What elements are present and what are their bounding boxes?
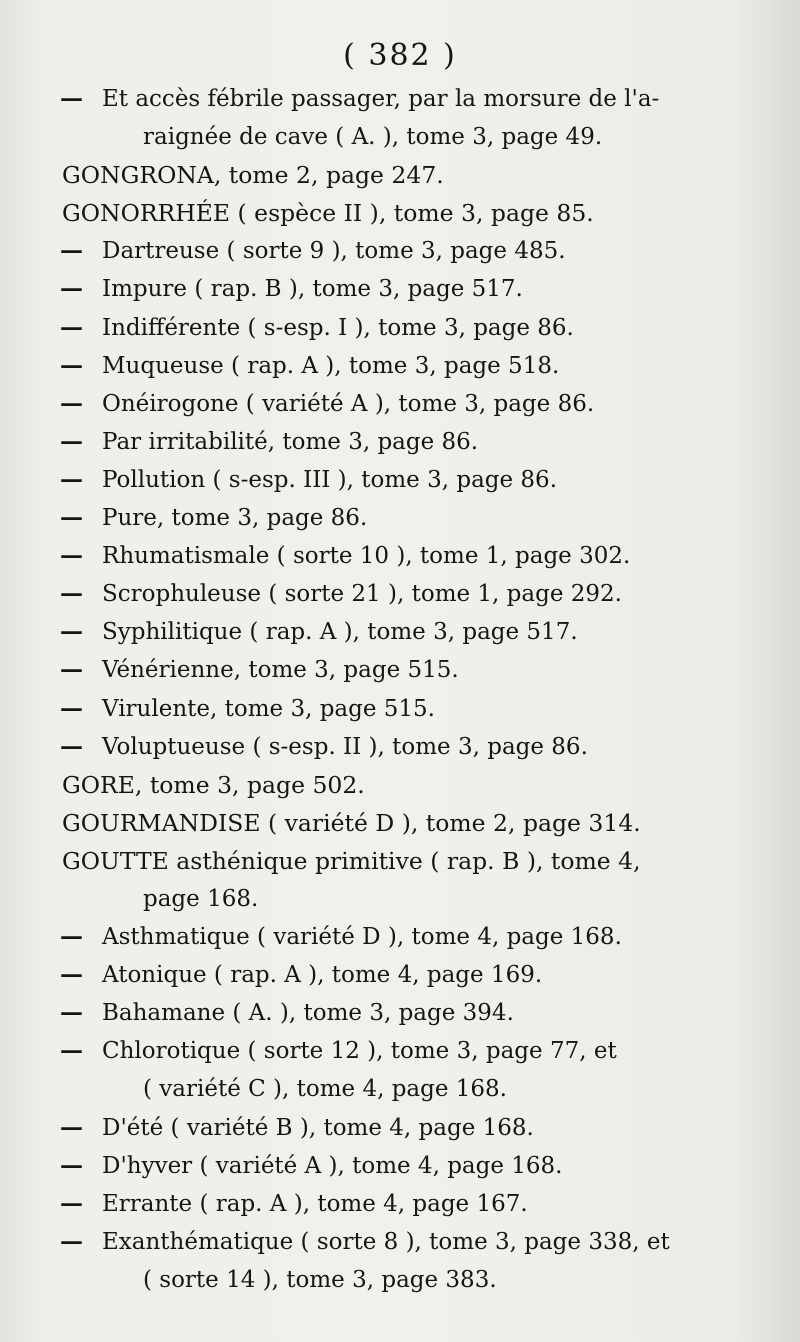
index-subentry <box>0 728 800 766</box>
entry-text: Voluptueuse ( s-esp. II ), tome 3, page 86. <box>102 733 588 760</box>
index-subentry <box>0 232 800 270</box>
entry-dash: — <box>60 542 83 570</box>
index-subentry <box>0 994 800 1032</box>
index-heading-entry <box>0 156 800 194</box>
index-heading-entry <box>0 766 800 804</box>
entry-text: ( variété C ), tome 4, page 168. <box>143 1076 507 1103</box>
entry-text: Bahamane ( A. ), tome 3, page 394. <box>102 1000 514 1027</box>
index-subentry <box>0 537 800 575</box>
index-entries <box>0 80 800 1299</box>
entry-dash: — <box>60 923 83 951</box>
entry-text: ( sorte 14 ), tome 3, page 383. <box>143 1266 497 1293</box>
entry-text: Scrophuleuse ( sorte 21 ), tome 1, page 292. <box>102 581 622 608</box>
entry-text: D'hyver ( variété A ), tome 4, page 168. <box>102 1152 563 1179</box>
entry-dash: — <box>60 275 83 303</box>
entry-text: GONORRHÉE ( espèce II ), tome 3, page 85. <box>62 199 594 228</box>
entry-text: Exanthématique ( sorte 8 ), tome 3, page 338, et <box>102 1228 670 1255</box>
entry-dash: — <box>60 1037 83 1065</box>
entry-text: Indifférente ( s-esp. I ), tome 3, page 86. <box>102 314 574 341</box>
page-number: ( 382 ) <box>343 38 457 73</box>
entry-text: Atonique ( rap. A ), tome 4, page 169. <box>102 962 543 989</box>
entry-text: Par irritabilité, tome 3, page 86. <box>102 428 479 455</box>
entry-dash: — <box>60 694 83 722</box>
entry-dash: — <box>60 313 83 341</box>
entry-text: raignée de cave ( A. ), tome 3, page 49. <box>143 124 603 151</box>
index-continuation-line <box>0 118 800 156</box>
entry-text: Onéirogone ( variété A ), tome 3, page 86. <box>102 390 595 417</box>
index-subentry <box>0 385 800 423</box>
index-subentry <box>0 918 800 956</box>
index-subentry <box>0 461 800 499</box>
entry-dash: — <box>60 732 83 760</box>
index-subentry <box>0 1147 800 1185</box>
index-subentry <box>0 575 800 613</box>
entry-dash: — <box>60 618 83 646</box>
index-heading-entry <box>0 842 800 880</box>
index-continuation-line <box>0 1070 800 1108</box>
entry-dash: — <box>60 999 83 1027</box>
entry-dash: — <box>60 580 83 608</box>
entry-text: Muqueuse ( rap. A ), tome 3, page 518. <box>102 352 560 379</box>
entry-text: Dartreuse ( sorte 9 ), tome 3, page 485. <box>102 238 566 265</box>
entry-text: D'été ( variété B ), tome 4, page 168. <box>102 1114 534 1141</box>
entry-text: Asthmatique ( variété D ), tome 4, page 168. <box>102 924 622 951</box>
index-subentry <box>0 270 800 308</box>
entry-dash: — <box>60 1113 83 1141</box>
entry-dash: — <box>60 1189 83 1217</box>
entry-text: Virulente, tome 3, page 515. <box>102 695 435 722</box>
index-heading-entry <box>0 194 800 232</box>
index-subentry <box>0 651 800 689</box>
index-subentry <box>0 423 800 461</box>
entry-text: Vénérienne, tome 3, page 515. <box>102 657 459 684</box>
entry-text: page 168. <box>143 885 259 912</box>
entry-dash: — <box>60 389 83 417</box>
index-subentry <box>0 1185 800 1223</box>
index-subentry <box>0 1109 800 1147</box>
entry-dash: — <box>60 351 83 379</box>
index-subentry <box>0 309 800 347</box>
index-subentry <box>0 80 800 118</box>
entry-text: Chlorotique ( sorte 12 ), tome 3, page 77, et <box>102 1038 617 1065</box>
entry-text: Pure, tome 3, page 86. <box>102 505 368 532</box>
index-subentry <box>0 690 800 728</box>
entry-text: GONGRONA, tome 2, page 247. <box>62 161 444 190</box>
index-subentry <box>0 1223 800 1261</box>
entry-dash: — <box>60 504 83 532</box>
entry-dash: — <box>60 85 83 112</box>
index-subentry <box>0 1032 800 1070</box>
entry-text: GOUTTE asthénique primitive ( rap. B ), tome 4, <box>62 846 641 875</box>
entry-text: GOURMANDISE ( variété D ), tome 2, page 314. <box>62 808 641 837</box>
index-subentry <box>0 347 800 385</box>
entry-dash: — <box>60 961 83 989</box>
entry-text: Errante ( rap. A ), tome 4, page 167. <box>102 1190 528 1217</box>
index-heading-entry <box>0 804 800 842</box>
index-continuation-line <box>0 880 800 918</box>
entry-text: Impure ( rap. B ), tome 3, page 517. <box>102 276 523 303</box>
index-subentry <box>0 956 800 994</box>
entry-dash: — <box>60 1227 83 1255</box>
entry-dash: — <box>60 1151 83 1179</box>
index-continuation-line <box>0 1261 800 1299</box>
entry-text: Pollution ( s-esp. III ), tome 3, page 86. <box>102 466 558 493</box>
index-subentry <box>0 613 800 651</box>
entry-text: Et accès fébrile passager, par la morsure de l'a- <box>102 86 660 112</box>
entry-dash: — <box>60 427 83 455</box>
entry-dash: — <box>60 465 83 493</box>
index-subentry <box>0 499 800 537</box>
entry-text: Rhumatismale ( sorte 10 ), tome 1, page 302. <box>102 543 631 570</box>
entry-text: GORE, tome 3, page 502. <box>62 770 365 799</box>
entry-text: Syphilitique ( rap. A ), tome 3, page 517. <box>102 619 578 646</box>
entry-dash: — <box>60 656 83 684</box>
entry-dash: — <box>60 237 83 265</box>
